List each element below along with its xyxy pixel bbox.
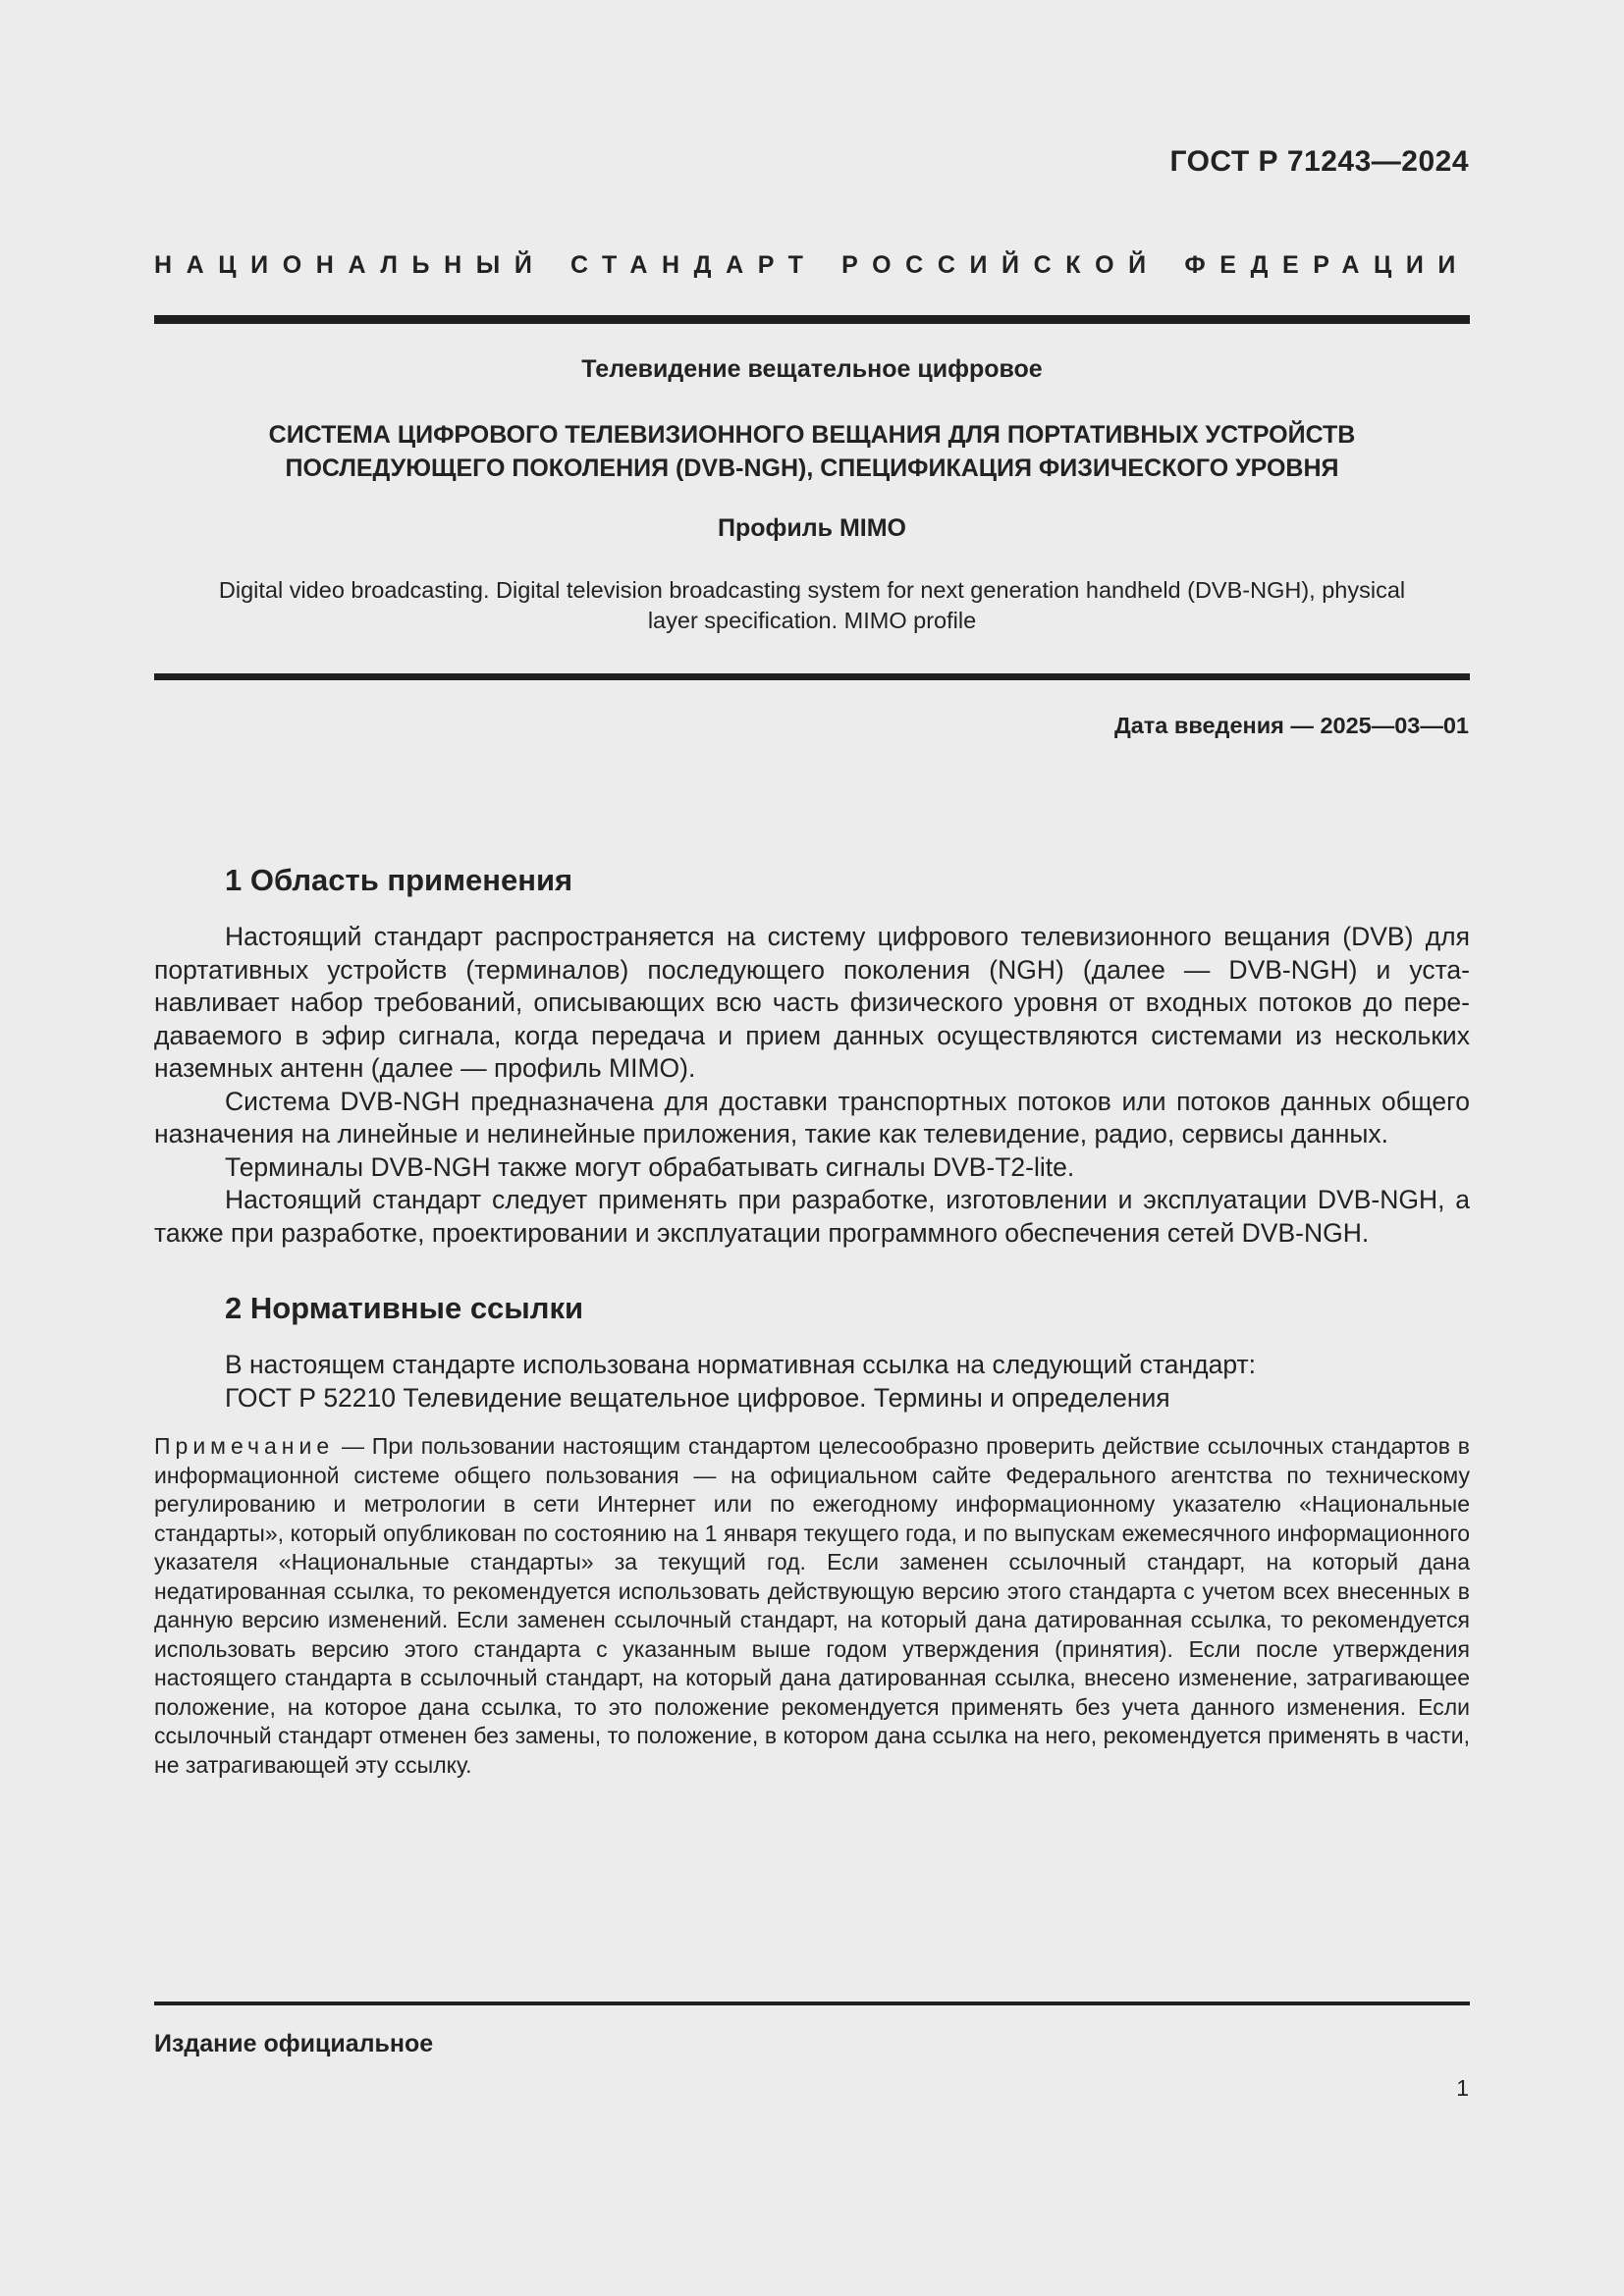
section-heading-normative-references: 2 Нормативные ссылки [225, 1291, 584, 1325]
english-title-line: Digital video broadcasting. Digital television broadcasting system for next generation handheld (DVB-NGH), physical [218, 577, 1406, 603]
profile-title: Профиль MIMO [718, 514, 906, 542]
reference-item: ГОСТ Р 52210 Телевидение вещательное цифровое. Термины и определения [225, 1383, 1170, 1413]
footer-divider [154, 2002, 1470, 2005]
references-note [154, 1432, 1470, 1780]
note-label: Примечание [154, 1433, 335, 1459]
english-title [154, 575, 1470, 636]
paragraph: Настоящий стандарт следует применять при разработке, изготовлении и эксплуатации DVB-NGH, а также при разработке, проектировании и эксплуатации программного обеспечения сетей DVB-NGH. [154, 1185, 1470, 1248]
official-edition-label: Издание официальное [154, 2030, 434, 2057]
note-text: — При пользовании настоящим стандартом целесообразно проверить действие ссылочных стандартов в информационной системе общего пользования — на официальном сайте Федерального агентства по техническому регулированию и метрологии в сети Интернет или по ежегодному информационному указателю «Национальные стандарты», который опубликован по состоянию на 1 января текущего года, и по выпускам ежемесячного информационного указателя «Национальные стандарты» за текущий год. Если заменен ссылочный стандарт, на который дана недатированная ссылка, то рекомендуется использовать действующую версию этого стандарта с учетом всех внесенных в данную версию изменений. Если заменен ссылочный стандарт, на который дана датированная ссылка, то рекомендуется использовать версию этого стандарта с указанным выше годом утверждения (принятия). Если после утверждения настоящего стандарта в ссылочный стандарт, на который дана датированная ссылка, внесено изменение, затрагивающее положение, на которое дана ссылка, то это положение рекомендуется применять без учета данного изменения. Если ссылочный стандарт отменен без замены, то положение, в котором дана ссылка на него, рекомендуется применять в части, не затрагивающей эту ссылку. [154, 1433, 1470, 1778]
title-divider [154, 673, 1470, 680]
section-scope-body [154, 921, 1470, 1250]
document-number: ГОСТ Р 71243—2024 [1169, 145, 1469, 178]
english-title-line: layer specification. MIMO profile [647, 608, 977, 633]
introduction-date: Дата введения — 2025—03—01 [1113, 713, 1469, 738]
national-standard-header: НАЦИОНАЛЬНЫЙ СТАНДАРТ РОССИЙСКОЙ ФЕДЕРАЦИИ [154, 251, 1470, 279]
document-title-line: СИСТЕМА ЦИФРОВОГО ТЕЛЕВИЗИОННОГО ВЕЩАНИЯ ДЛЯ ПОРТАТИВНЫХ УСТРОЙСТВ [268, 421, 1356, 449]
paragraph: Терминалы DVB-NGH также могут обрабатывать сигналы DVB-T2-lite. [225, 1151, 1075, 1182]
paragraph: Настоящий стандарт распространяется на систему цифрового телевизионного вещания (DVB) для портативных устройств (терминалов) последующего поколения (NGH) (далее — DVB-NGH) и устанавливает набор требований, описывающих всю часть физического уровня от входных потоков до передаваемого в эфир сигнала, когда передача и прием данных осуществляются системами из нескольких наземных антенн (далее — профиль MIMO). [154, 922, 1470, 1083]
page-number: 1 [1456, 2075, 1469, 2101]
document-title-line: ПОСЛЕДУЮЩЕГО ПОКОЛЕНИЯ (DVB-NGH), СПЕЦИФИКАЦИЯ ФИЗИЧЕСКОГО УРОВНЯ [285, 454, 1339, 482]
paragraph: Система DVB-NGH предназначена для доставки транспортных потоков или потоков данных общего назначения на линейные и нелинейные приложения, такие как телевидение, радио, сервисы данных. [154, 1086, 1470, 1148]
references-intro: В настоящем стандарте использована нормативная ссылка на следующий стандарт: [225, 1350, 1256, 1379]
document-title [154, 418, 1470, 485]
section-heading-scope: 1 Область применения [225, 863, 573, 897]
document-subtitle: Телевидение вещательное цифровое [581, 355, 1043, 383]
header-divider [154, 315, 1470, 324]
